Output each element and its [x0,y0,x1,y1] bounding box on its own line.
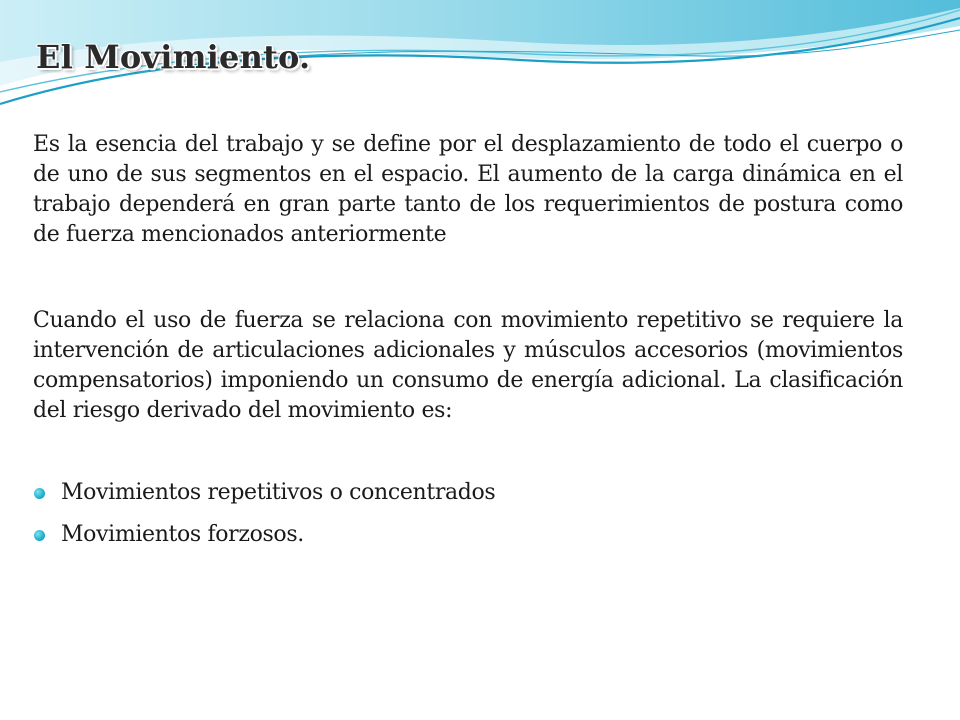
paragraph-definition: Es la esencia del trabajo y se define por el desplazamiento de todo el cuerpo o de uno de sus segmentos en el espacio. El aumento de la carga dinámica en el trabajo dependerá en gran parte tanto de los requerimientos de postura como de fuerza mencionados anteriormente [33,132,903,247]
page-title: El Movimiento. [36,38,311,76]
slide-content [33,130,903,562]
list-item [33,478,903,508]
paragraph-classification: Cuando el uso de fuerza se relaciona con movimiento repetitivo se requiere la intervención de articulaciones adicionales y músculos accesorios (movimientos compensatorios) imponiendo un consumo de energía adicional. La clasificación del riesgo derivado del movimiento es: [33,308,903,423]
bullet-list [33,478,903,550]
list-item [33,520,903,550]
list-item-text: Movimientos repetitivos o concentrados [61,480,496,505]
bullet-dot-icon [34,488,45,499]
bullet-dot-icon [34,530,45,541]
list-item-text: Movimientos forzosos. [61,522,304,547]
